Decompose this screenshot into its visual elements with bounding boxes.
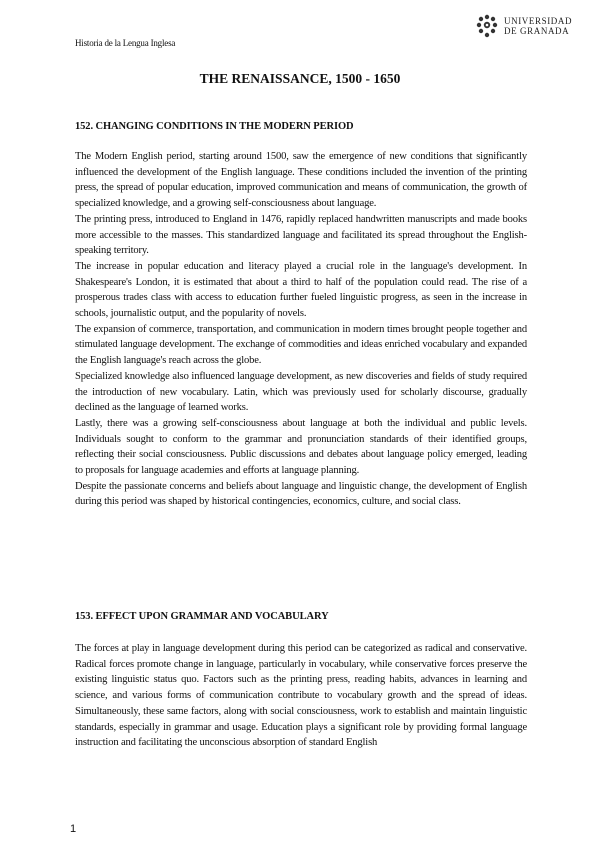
- section-152-body: [75, 149, 527, 510]
- paragraph: The increase in popular education and literacy played a crucial role in the language's development. In Shakespeare's London, it is estimated that about a third to half of the population could read. The rise of a prosperous trades class with access to education further fueled linguistic progress, as seen in the increase in schools, journalistic output, and the popularity of novels.: [75, 260, 527, 320]
- section-heading-153: 153. EFFECT UPON GRAMMAR AND VOCABULARY: [75, 611, 329, 622]
- paragraph: The Modern English period, starting around 1500, saw the emergence of new conditions that significantly influenced the development of the English language. These conditions included the invention of the printing press, the spread of popular education, improved communication and means of communication, the growth of specialized knowledge, and a growing self-consciousness about language.: [75, 151, 527, 210]
- running-header: Historia de la Lengua Inglesa: [75, 38, 176, 48]
- section-heading-152: 152. CHANGING CONDITIONS IN THE MODERN PERIOD: [75, 121, 354, 132]
- university-name-line1: UNIVERSIDAD: [504, 16, 573, 26]
- university-name: [504, 16, 572, 36]
- university-crest-icon: [476, 14, 498, 38]
- page-number: 1: [70, 823, 77, 835]
- page-title: THE RENAISSANCE, 1500 - 1650: [199, 71, 401, 86]
- section-153-body: [75, 641, 527, 751]
- paragraph: Specialized knowledge also influenced language development, as new discoveries and fields of study required the introduction of new vocabulary. Latin, which was previously used for scholarly discourse, gradually declined as the language of learned works.: [75, 370, 527, 414]
- university-name-line2: DE GRANADA: [504, 26, 570, 36]
- paragraph: The printing press, introduced to England in 1476, rapidly replaced handwritten manuscripts and made books more accessible to the masses. This standardized language and facilitated its spread throughout the English-speaking territory.: [75, 213, 527, 257]
- university-logo: [476, 14, 572, 38]
- paragraph: The expansion of commerce, transportation, and communication in modern times brought people together and stimulated language development. The exchange of commodities and ideas enriched vocabulary and expanded the English language's reach across the globe.: [75, 323, 527, 367]
- paragraph: Lastly, there was a growing self-consciousness about language at both the individual and public levels. Individuals sought to conform to the grammar and pronunciation standards of their identified groups, reflecting their social consciousness. Public discussions and debates about language policy emerged, leading to proposals for language academies and efforts at language planning.: [75, 417, 527, 477]
- paragraph: Despite the passionate concerns and beliefs about language and linguistic change, the development of English during this period was shaped by historical contingencies, economics, culture, and social class.: [75, 480, 527, 508]
- paragraph: The forces at play in language development during this period can be categorized as radical and conservative. Radical forces promote change in language, particularly in vocabulary, while conservative forces preserve the existing linguistic status quo. Factors such as the printing press, reading habits, advances in learning and science, and various forms of communication contribute to vocabulary growth and the spread of ideas. Simultaneously, these same factors, along with social consciousness, work to establish and maintain linguistic standards, especially in grammar and usage. Education plays a significant role by providing formal language instruction and facilitating the unconscious absorption of standard English: [75, 643, 527, 749]
